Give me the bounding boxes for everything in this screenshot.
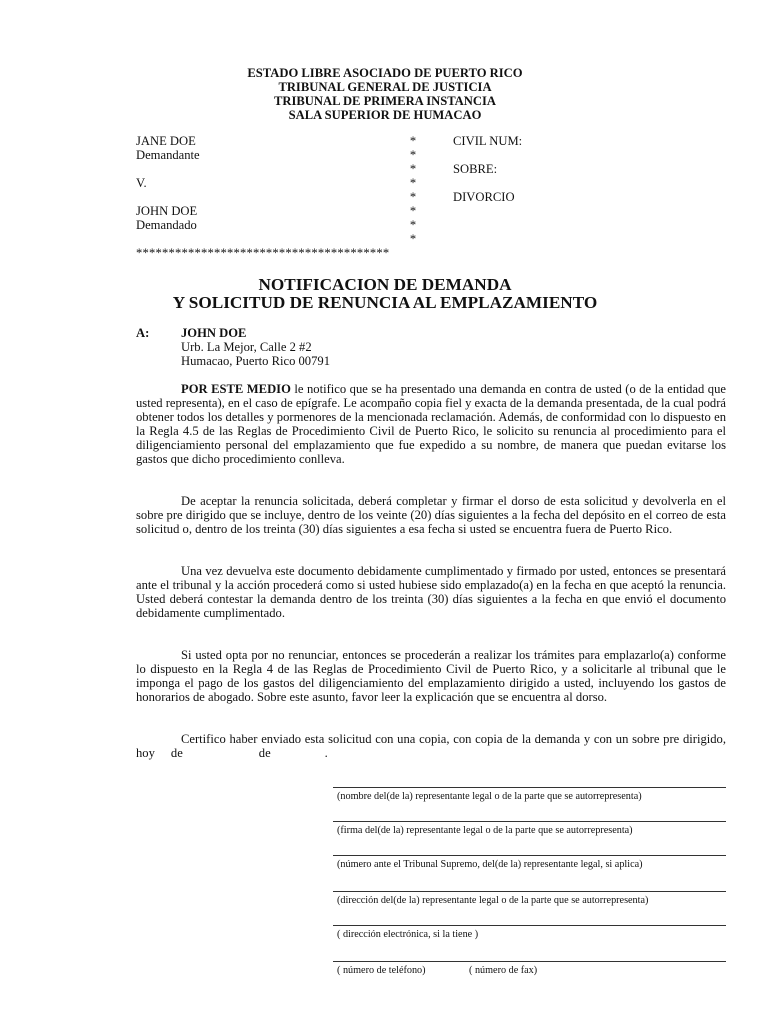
paragraph-notification xyxy=(136,382,726,466)
paragraph-lead: POR ESTE MEDIO xyxy=(181,382,291,396)
civil-num-label: CIVIL NUM: xyxy=(453,134,523,148)
name-label: (nombre del(de la) representante legal o de la parte que se autorrepresenta) xyxy=(337,791,642,802)
certification-text: Certifico haber enviado esta solicitud con una copia, con copia de la demanda y con un sobre pre dirigido, hoy xyxy=(136,732,726,760)
star-mark: * xyxy=(409,134,417,148)
case-caption xyxy=(136,134,736,262)
fax-label: ( número de fax) xyxy=(469,965,538,976)
signature-bar-number-field xyxy=(333,855,726,871)
document-title xyxy=(0,276,770,312)
paragraph-certification xyxy=(136,732,726,760)
star-mark: * xyxy=(409,190,417,204)
parties-column xyxy=(136,134,200,232)
header-line-3: TRIBUNAL DE PRIMERA INSTANCIA xyxy=(274,94,496,108)
header-line-2: TRIBUNAL GENERAL DE JUSTICIA xyxy=(278,80,492,94)
title-line-1: NOTIFICACION DE DEMANDA xyxy=(258,275,512,294)
title-line-2: Y SOLICITUD DE RENUNCIA AL EMPLAZAMIENTO xyxy=(172,293,598,312)
defendant-role: Demandado xyxy=(136,218,197,232)
case-subject: DIVORCIO xyxy=(453,190,515,204)
plaintiff-name: JANE DOE xyxy=(136,134,196,148)
date-end: . xyxy=(324,746,328,760)
signature-address-field xyxy=(333,891,726,907)
signature-name-field xyxy=(333,787,726,803)
email-label: ( dirección electrónica, si la tiene ) xyxy=(337,929,479,940)
star-mark: * xyxy=(409,232,417,246)
paragraph-return: Una vez devuelva este documento debidamente cumplimentado y firmado por usted, entonces se presentará ante el tribunal y la acción procederá como si usted hubiese sido emplazado(a) en la fecha en que aceptó la renuncia. Usted deberá contestar la demanda dentro de los treinta (30) días siguientes a la fecha en que envió el documento debidamente cumplimentado. xyxy=(136,564,726,620)
star-mark: * xyxy=(409,204,417,218)
star-divider: *************************************** xyxy=(136,246,390,260)
star-separator-column xyxy=(408,134,418,246)
versus: V. xyxy=(136,176,147,190)
addressee-city: Humacao, Puerto Rico 00791 xyxy=(181,354,330,368)
case-info-column xyxy=(453,134,522,204)
star-mark: * xyxy=(409,176,417,190)
sobre-label: SOBRE: xyxy=(453,162,498,176)
paragraph-acceptance: De aceptar la renuncia solicitada, deberá completar y firmar el dorso de esta solicitud y devolverla en el sobre pre dirigido que se incluye, dentro de los veinte (20) días siguientes a la fecha del depósito en el correo de esta solicitud o, dentro de los treinta (30) días siguientes a esa fecha si usted se encuentra fuera de Puerto Rico. xyxy=(136,494,726,536)
bar-number-label: (número ante el Tribunal Supremo, del(de la) representante legal, si aplica) xyxy=(337,859,643,870)
date-de-2: de xyxy=(258,746,271,760)
signature-phone-fax-field xyxy=(333,961,726,977)
header-line-4: SALA SUPERIOR DE HUMACAO xyxy=(288,108,482,122)
phone-label: ( número de teléfono) xyxy=(337,965,426,976)
star-mark: * xyxy=(409,148,417,162)
defendant-name: JOHN DOE xyxy=(136,204,198,218)
paragraph-1-text: le notifico que se ha presentado una demanda en contra de usted (o de la entidad que usted representa), en el caso de epígrafe. Le acompaño copia fiel y exacta de la demanda presentada, de la cual podrá obtener todos los detalles y pormenores de la mencionada reclamación. Además, de conformidad con lo dispuesto en la Regla 4.5 de las Reglas de Procedimiento Civil de Puerto Rico, le solicito su renuncia al procedimiento para el diligenciamiento personal del emplazamiento que fue expedido a su nombre, de manera que puedan evitarse los gastos que dicho procedimiento conlleva. xyxy=(136,382,726,466)
addressee-street: Urb. La Mejor, Calle 2 #2 xyxy=(181,340,312,354)
signature-sign-field xyxy=(333,821,726,837)
addressee-label: A: xyxy=(136,326,150,340)
court-header xyxy=(0,66,770,122)
header-line-1: ESTADO LIBRE ASOCIADO DE PUERTO RICO xyxy=(247,66,523,80)
paragraph-refusal: Si usted opta por no renunciar, entonces se procederán a realizar los trámites para emplazarlo(a) conforme lo dispuesto en la Regla 4 de las Reglas de Procedimiento Civil de Puerto Rico, y a solicitarle al tribunal que le imponga el pago de los gastos del diligenciamiento del emplazamiento dirigido a usted, incluyendo los gastos de honorarios de abogado. Sobre este asunto, favor leer la explicación que se encuentra al dorso. xyxy=(136,648,726,704)
plaintiff-role: Demandante xyxy=(136,148,200,162)
address-label: (dirección del(de la) representante legal o de la parte que se autorrepresenta) xyxy=(337,895,649,906)
signature-email-field xyxy=(333,925,726,941)
addressee-name: JOHN DOE xyxy=(181,326,247,340)
signature-label: (firma del(de la) representante legal o de la parte que se autorrepresenta) xyxy=(337,825,633,836)
star-mark: * xyxy=(409,162,417,176)
date-de-1: de xyxy=(170,746,183,760)
star-mark: * xyxy=(409,218,417,232)
